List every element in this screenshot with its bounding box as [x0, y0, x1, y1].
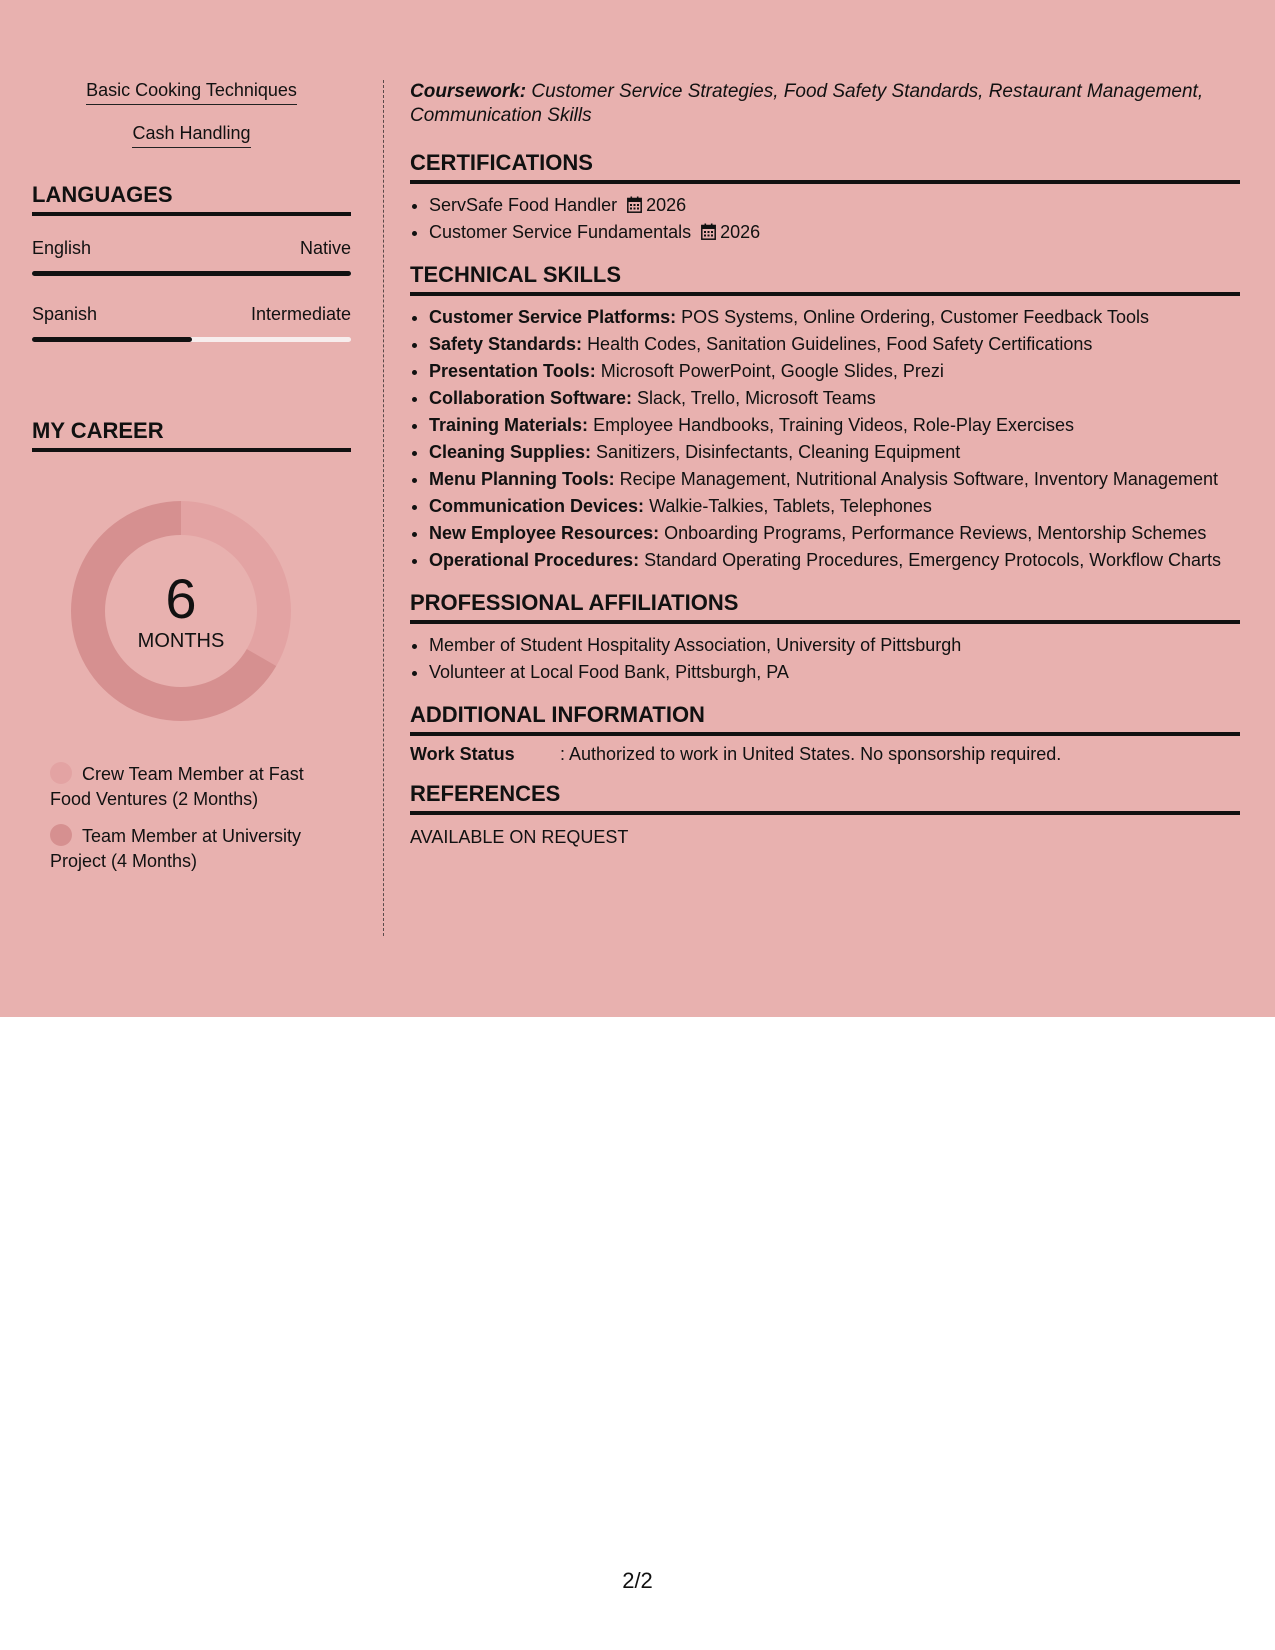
skill-values: Recipe Management, Nutritional Analysis Software, Inventory Management	[619, 469, 1218, 489]
skill-values: Sanitizers, Disinfectants, Cleaning Equipment	[596, 442, 961, 462]
certification-year: 2026	[646, 195, 687, 215]
language-proficiency-fill	[32, 337, 192, 342]
skill-category: Communication Devices:	[429, 496, 645, 516]
skill-category: Presentation Tools:	[429, 361, 596, 381]
skill-tag-list	[32, 80, 351, 148]
career-legend-item	[50, 824, 330, 874]
career-legend-label: Team Member at University Project (4 Months)	[50, 826, 302, 871]
coursework	[410, 80, 1240, 128]
skill-values: Onboarding Programs, Performance Reviews, Mentorship Schemes	[664, 523, 1207, 543]
language-level: Intermediate	[250, 304, 351, 324]
skill-tag: Cash Handling	[132, 123, 250, 148]
language-name: English	[32, 238, 92, 258]
skill-category: Collaboration Software:	[429, 388, 633, 408]
technical-skill-item	[429, 358, 1240, 385]
skill-values: Standard Operating Procedures, Emergency Protocols, Workflow Charts	[644, 550, 1222, 570]
coursework-label: Coursework:	[410, 81, 527, 102]
affiliation-item: • Volunteer at Local Food Bank, Pittsburgh, PA	[429, 659, 1240, 686]
calendar-icon	[701, 221, 716, 238]
skill-values: Employee Handbooks, Training Videos, Role-Play Exercises	[593, 415, 1074, 435]
technical-skill-item	[429, 439, 1240, 466]
language-item	[32, 238, 351, 276]
technical-skill-item	[429, 493, 1240, 520]
career-donut-center	[66, 496, 296, 726]
skill-category: New Employee Resources:	[429, 523, 660, 543]
affiliations-heading: PROFESSIONAL AFFILIATIONS	[410, 590, 1240, 624]
legend-swatch	[50, 762, 72, 784]
certification-name: Customer Service Fundamentals	[429, 222, 692, 242]
additional-info-heading: ADDITIONAL INFORMATION	[410, 702, 1240, 736]
career-total-months: 6	[165, 566, 197, 630]
career-total-unit: MONTHS	[137, 629, 225, 652]
technical-skill-item	[429, 331, 1240, 358]
work-status-row	[410, 744, 1240, 765]
affiliations-list	[410, 632, 1240, 686]
technical-skills-section	[410, 262, 1240, 574]
skill-category: Operational Procedures:	[429, 550, 640, 570]
column-divider	[383, 80, 384, 936]
affiliations-section	[410, 590, 1240, 686]
language-proficiency-bar	[32, 337, 351, 342]
calendar-icon	[627, 194, 642, 211]
technical-skill-item	[429, 466, 1240, 493]
skill-tag: Basic Cooking Techniques	[86, 80, 297, 105]
skill-category: Training Materials:	[429, 415, 589, 435]
references-section	[410, 781, 1240, 848]
language-level: Native	[299, 238, 351, 258]
technical-skill-item	[429, 520, 1240, 547]
references-text: AVAILABLE ON REQUEST	[410, 827, 629, 847]
sidebar	[32, 80, 351, 936]
skill-category: Customer Service Platforms:	[429, 307, 677, 327]
career-heading: MY CAREER	[32, 418, 351, 452]
skill-values: Health Codes, Sanitation Guidelines, Food Safety Certifications	[587, 334, 1093, 354]
certification-year: 2026	[720, 222, 761, 242]
certification-item	[429, 192, 1240, 219]
technical-skills-list	[410, 304, 1240, 574]
skill-values: Slack, Trello, Microsoft Teams	[637, 388, 876, 408]
career-legend-item	[50, 762, 330, 812]
page-number: 2/2	[622, 1568, 653, 1593]
languages-heading: LANGUAGES	[32, 182, 351, 216]
languages-section	[32, 182, 351, 342]
references-heading: REFERENCES	[410, 781, 1240, 815]
career-donut-chart	[66, 496, 296, 726]
skill-values: Walkie-Talkies, Tablets, Telephones	[649, 496, 932, 516]
work-status-value: : Authorized to work in United States. No sponsorship required.	[560, 744, 1062, 764]
skill-category: Cleaning Supplies:	[429, 442, 592, 462]
skill-category: Safety Standards:	[429, 334, 583, 354]
legend-swatch	[50, 824, 72, 846]
career-legend-label: Crew Team Member at Fast Food Ventures (2 Months)	[50, 764, 304, 809]
work-status-label: Work Status	[410, 744, 515, 764]
language-proficiency-fill	[32, 271, 351, 276]
technical-skill-item	[429, 547, 1240, 574]
language-name: Spanish	[32, 304, 98, 324]
additional-info-section	[410, 702, 1240, 765]
language-item	[32, 304, 351, 342]
technical-skill-item	[429, 412, 1240, 439]
coursework-text: Customer Service Strategies, Food Safety Standards, Restaurant Management, Communication Skills	[410, 81, 1204, 126]
career-section	[32, 418, 351, 874]
main-content	[410, 80, 1240, 848]
technical-skills-heading: TECHNICAL SKILLS	[410, 262, 1240, 296]
skill-values: Microsoft PowerPoint, Google Slides, Prezi	[600, 361, 944, 381]
certification-name: ServSafe Food Handler	[429, 195, 618, 215]
career-legend	[50, 762, 330, 874]
technical-skill-item	[429, 304, 1240, 331]
certifications-heading: CERTIFICATIONS	[410, 150, 1240, 184]
skill-values: POS Systems, Online Ordering, Customer Feedback Tools	[681, 307, 1149, 327]
language-proficiency-bar	[32, 271, 351, 276]
certifications-section	[410, 150, 1240, 246]
certifications-list	[410, 192, 1240, 246]
certification-item	[429, 219, 1240, 246]
affiliation-item: • Member of Student Hospitality Association, University of Pittsburgh	[429, 632, 1240, 659]
skill-category: Menu Planning Tools:	[429, 469, 615, 489]
technical-skill-item	[429, 385, 1240, 412]
